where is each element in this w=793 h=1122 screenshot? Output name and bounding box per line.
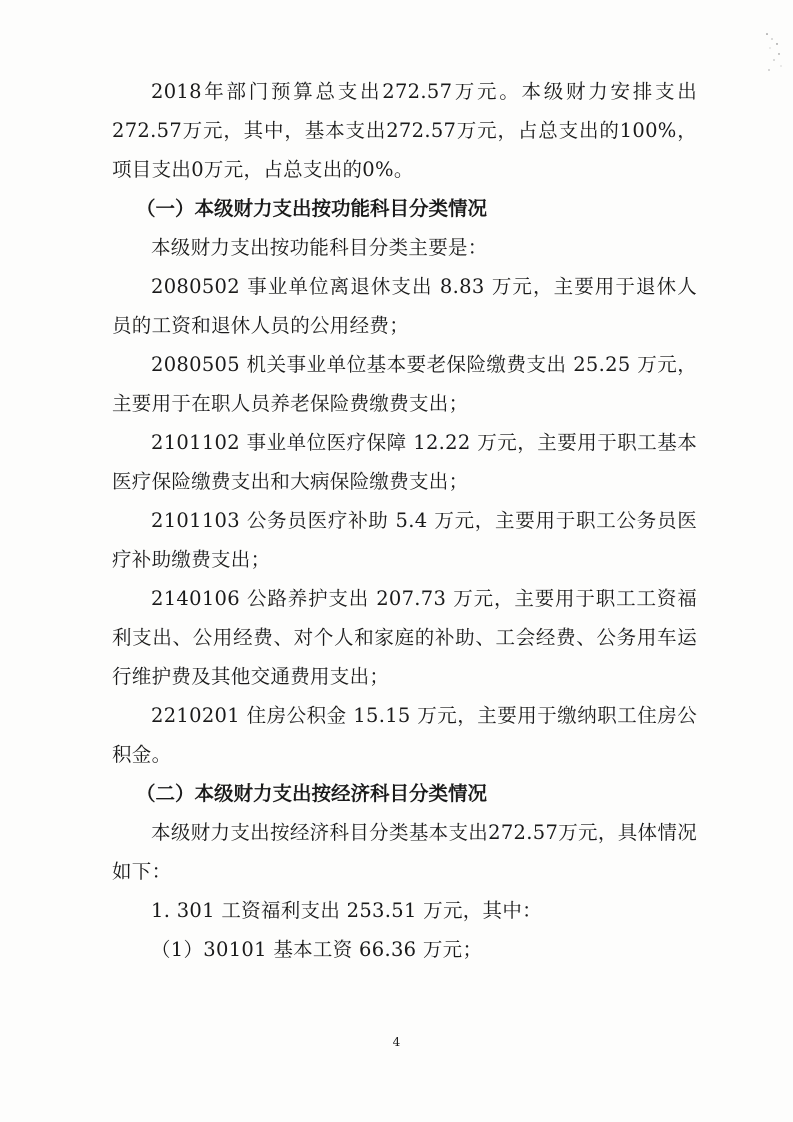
function-item: 2080505 机关事业单位基本要老保险缴费支出 25.25 万元，主要用于在职人员养老保险费缴费支出； — [112, 353, 697, 415]
function-item: 2101103 公务员医疗补助 5.4 万元，主要用于职工公务员医疗补助缴费支出； — [112, 509, 697, 571]
section-two-intro: 本级财力支出按经济科目分类基本支出272.57万元，具体情况如下： — [112, 821, 697, 883]
function-item: 2101102 事业单位医疗保障 12.22 万元，主要用于职工基本医疗保险缴费支出和大病保险缴费支出； — [112, 431, 697, 493]
section-one-heading: （一）本级财力支出按功能科目分类情况 — [136, 197, 488, 220]
scan-noise-marks — [763, 30, 785, 80]
function-item: 2080502 事业单位离退休支出 8.83 万元，主要用于退休人员的工资和退休人员的公用经费； — [112, 275, 697, 337]
budget-summary-paragraph: 2018年部门预算总支出272.57万元。本级财力安排支出272.57万元，其中，基本支出272.57万元，占总支出的100%，项目支出0万元，占总支出的0%。 — [112, 80, 697, 181]
section-one-intro: 本级财力支出按功能科目分类主要是： — [151, 236, 488, 259]
function-item: 2140106 公路养护支出 207.73 万元，主要用于职工工资福利支出、公用经费、对个人和家庭的补助、工会经费、公务用车运行维护费及其他交通费用支出； — [112, 587, 697, 688]
economic-item: （1）30101 基本工资 66.36 万元； — [151, 938, 483, 961]
page-number: 4 — [392, 1035, 401, 1049]
function-item: 2210201 住房公积金 15.15 万元，主要用于缴纳职工住房公积金。 — [112, 704, 697, 766]
economic-item: 1. 301 工资福利支出 253.51 万元，其中： — [151, 899, 542, 922]
document-body — [112, 72, 697, 969]
section-two-heading: （二）本级财力支出按经济科目分类情况 — [136, 782, 488, 805]
